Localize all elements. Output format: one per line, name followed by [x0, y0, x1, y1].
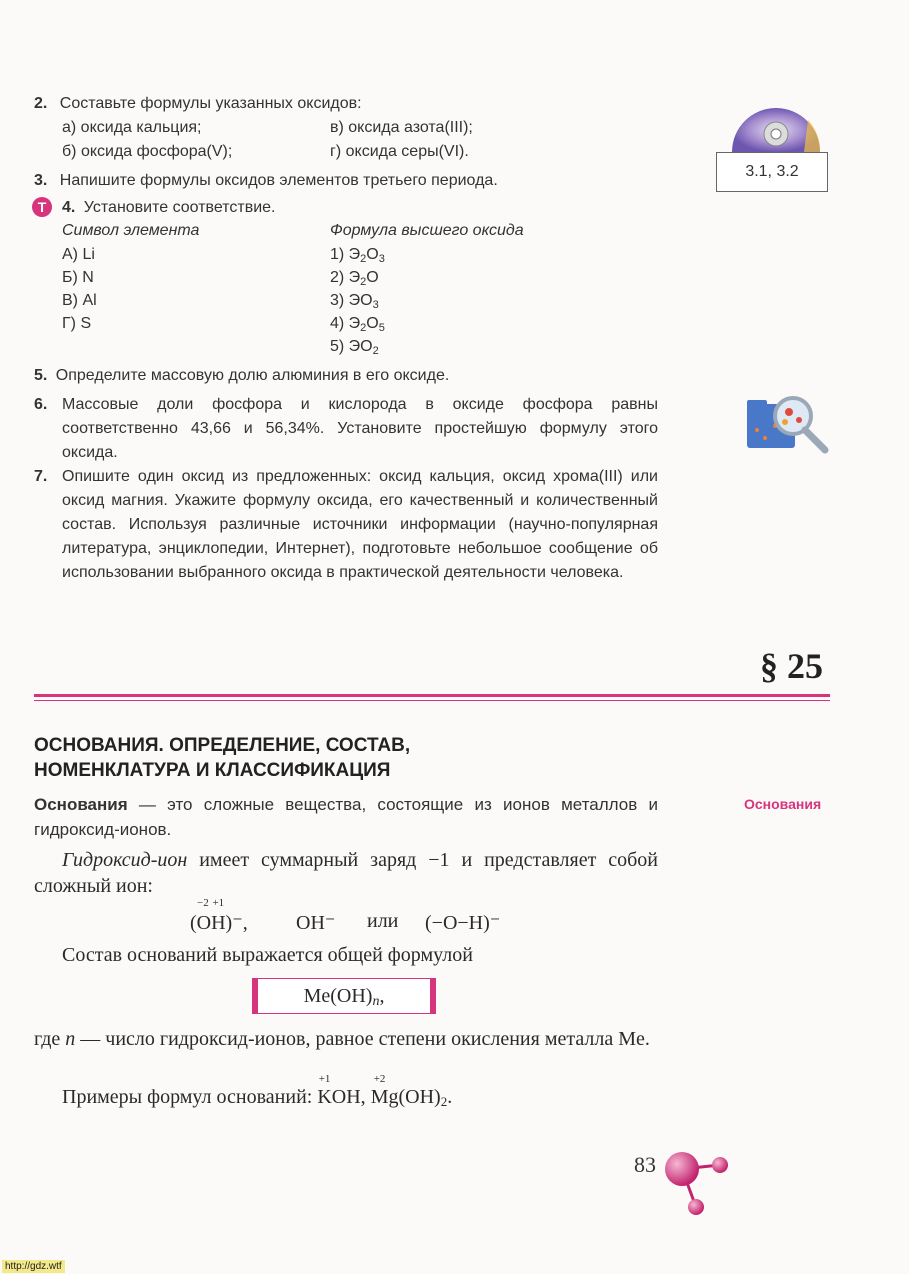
oxide-formula-subscript: 5 [378, 322, 385, 334]
examples-line [62, 1073, 453, 1109]
task-6-text: Массовые доли фосфора и кислорода в оксиде фосфора равны соответственно 43,66 и 56,34%. Установите простейшую формулу этого оксида. [62, 396, 658, 461]
oxidation-states [189, 897, 229, 909]
task-5 [34, 364, 664, 388]
task-number: 7. [34, 468, 48, 485]
section-heading-line-2: НОМЕНКЛАТУРА И КЛАССИФИКАЦИЯ [34, 760, 391, 781]
element-symbol: В) Al [62, 292, 97, 309]
definition-term: Основания [34, 795, 128, 814]
column-header-symbol: Символ элемента [62, 222, 200, 239]
example-formula-tail: . [447, 1086, 453, 1108]
task-number: 5. [34, 367, 48, 384]
section-heading-line-1: ОСНОВАНИЯ. ОПРЕДЕЛЕНИЕ, СОСТАВ, [34, 735, 411, 756]
test-badge-icon [31, 196, 53, 218]
hydroxide-formula-3: (−O−H)⁻ [425, 912, 501, 934]
oxide-formula [330, 335, 379, 359]
task-4 [62, 196, 276, 220]
oxide-formula-subscript: 3 [378, 253, 385, 265]
general-formula-main: Me(OH) [303, 985, 373, 1007]
ox-state-magnesium: +2 [373, 1073, 386, 1085]
or-word: или [367, 910, 399, 932]
task-text: Напишите формулы оксидов элементов третьего периода. [59, 172, 498, 189]
task-2-option-b: б) оксида фосфора(V); [62, 143, 233, 160]
general-formula-box [252, 978, 436, 1014]
task-6-number [34, 393, 47, 417]
hydroxide-formula-1: (OH)⁻, [190, 912, 248, 934]
magnifier-folder-icon [745, 390, 830, 454]
oxide-formula-oxygen: O [366, 315, 379, 332]
where-paragraph [34, 1026, 658, 1052]
task-number: 3. [34, 172, 48, 189]
task-7-text: Опишите один оксид из предложенных: оксид кальция, оксид хрома(III) или оксид магния. Укажите формулу оксида, его качественный и количественный состав. Используя различные источники информации (научно-популярная литература, энциклопедии, Интернет), подготовьте небольшое сообщение об использовании выбранного оксида в практической деятельности человека. [62, 468, 658, 581]
element-symbol: А) Li [62, 246, 95, 263]
oxide-formula [330, 289, 379, 313]
oxide-formula-subscript: 3 [372, 299, 379, 311]
task-text: Определите массовую долю алюминия в его оксиде. [55, 367, 450, 384]
where-prefix: где [34, 1028, 66, 1050]
composition-text: Состав оснований выражается общей формулой [62, 944, 473, 966]
task-number: 4. [62, 199, 76, 216]
ox-state-hydrogen: +1 [212, 897, 225, 909]
where-variable: n [65, 1028, 76, 1050]
general-formula-subscript: n [372, 994, 380, 1009]
hydroxide-term: Гидроксид-ион [62, 849, 188, 871]
cd-reference-box: 3.1, 3.2 [716, 152, 828, 192]
example-formula-m: M [370, 1086, 389, 1108]
oxide-formula-oxygen: O [366, 246, 379, 263]
hydroxide-formula-2: OH⁻ [296, 912, 336, 934]
definition-paragraph [34, 792, 658, 842]
oxide-formula-subscript: 2 [360, 276, 367, 288]
where-text: — число гидроксид-ионов, равное степени окисления металла Me. [75, 1028, 650, 1050]
example-formula-subscript: 2 [440, 1094, 448, 1109]
margin-term: Основания [744, 796, 822, 812]
task-3 [34, 169, 664, 193]
example-formula-koh: OH, [331, 1086, 371, 1108]
column-header-oxide: Формула высшего оксида [330, 222, 524, 239]
footer-link-text[interactable]: http://gdz.wtf [2, 1260, 65, 1273]
test-badge-letter: Т [37, 199, 47, 215]
oxide-formula [330, 266, 379, 290]
page-number: 83 [634, 1152, 656, 1177]
examples-text: Примеры формул оснований: [62, 1086, 318, 1108]
oxide-formula-subscript: 2 [360, 253, 367, 265]
oxide-formula-prefix: 4) Э [330, 315, 361, 332]
definition-text: — это сложные вещества, состоящие из ионов металлов и гидроксид-ионов. [34, 795, 658, 839]
oxide-formula-prefix: 3) ЭO [330, 292, 373, 309]
oxide-formula-prefix: 1) Э [330, 246, 361, 263]
element-symbol: Г) S [62, 315, 92, 332]
ox-state-oxygen: −2 [197, 897, 209, 909]
molecule-icon [660, 1145, 736, 1221]
section-divider [34, 694, 830, 697]
example-formula-k: K [317, 1086, 332, 1108]
task-number: 6. [34, 396, 48, 413]
oxide-formula [330, 312, 385, 336]
task-2-option-v: в) оксида азота(III); [330, 119, 473, 136]
section-number: § 25 [760, 646, 823, 686]
cd-disc-icon [728, 94, 824, 154]
general-formula-tail: , [379, 985, 385, 1007]
footer-watermark-link[interactable] [2, 1256, 65, 1274]
hydroxide-text: имеет суммарный заряд −1 и представляет собой сложный ион: [34, 849, 658, 897]
task-2-option-a: а) оксида кальция; [62, 119, 202, 136]
task-7-number [34, 465, 47, 489]
oxide-formula-prefix: 5) ЭO [330, 338, 373, 355]
oxide-formula-oxygen: O [366, 269, 379, 286]
section-divider-thin [34, 700, 830, 701]
task-2-option-g: г) оксида серы(VI). [330, 143, 469, 160]
ox-state-potassium: +1 [318, 1073, 331, 1085]
task-2 [34, 92, 664, 116]
element-symbol: Б) N [62, 269, 94, 286]
oxide-formula-prefix: 2) Э [330, 269, 361, 286]
task-number: 2. [34, 95, 48, 112]
oxide-formula-subscript: 2 [372, 345, 379, 357]
hydroxide-paragraph [34, 847, 658, 899]
oxide-formula-subscript: 2 [360, 322, 367, 334]
task-text: Установите соответствие. [83, 199, 276, 216]
oxide-formula [330, 243, 385, 267]
example-formula-mgoh: g(OH) [388, 1086, 441, 1108]
task-text: Составьте формулы указанных оксидов: [59, 95, 362, 112]
